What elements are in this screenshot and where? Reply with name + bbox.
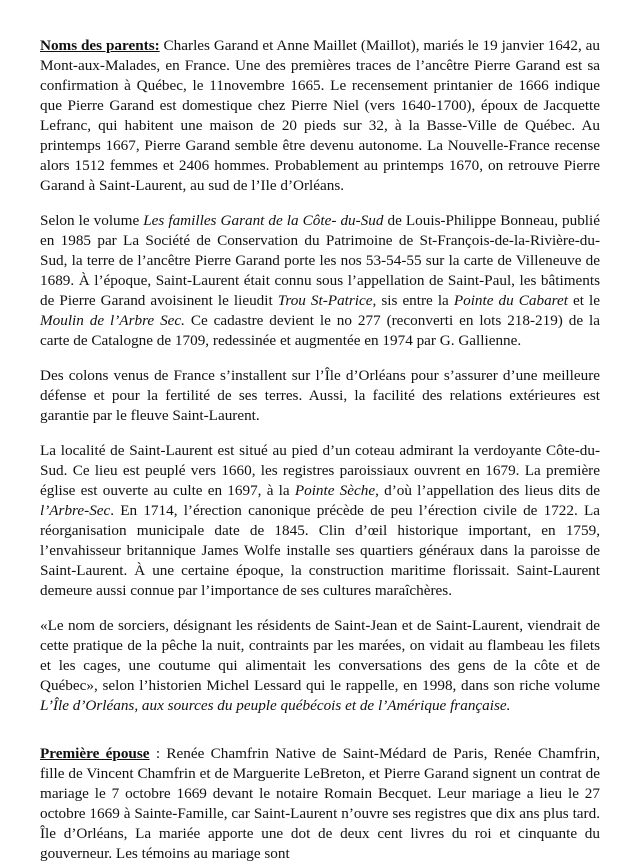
paragraph-localite [40, 441, 600, 601]
paragraph-text: Des colons venus de France s’installent sur l’Île d’Orléans pour s’assurer d’une meilleure défense et pour la fertilité de ses terres. Aussi, la facilité des relations extérieures est garantie par le fleuve Saint-Laurent. [40, 367, 600, 424]
paragraph-premiere-epouse [40, 744, 600, 864]
place-name: Pointe Sèche [294, 482, 376, 499]
section-heading-parents: Noms des parents: [40, 37, 160, 54]
paragraph-text: , sis entre la [372, 292, 454, 309]
place-name: Trou St-Patrice [277, 292, 373, 309]
paragraph-text: : Renée Chamfrin Native de Saint-Médard de Paris, Renée Chamfrin, fille de Vincent Chamfrin et de Marguerite LeBreton, et Pierre Garand signent un contrat de mariage le 7 octobre 1669 devant le notaire Romain Becquet. Leur mariage a lieu le 27 octobre 1669 à Sainte-Famille, car Saint-Laurent n’ouvre ses registres que dix ans plus tard. Île d’Orléans, La mariée apporte une dot de deux cent livres du roi et cinquante du gouverneur. Les témoins au mariage sont [40, 745, 600, 862]
paragraph-volume [40, 211, 600, 351]
book-title: L’Île d’Orléans, aux sources du peuple québécois et de l’Amérique française. [40, 697, 511, 714]
paragraph-text: «Le nom de sorciers, désignant les résidents de Saint-Jean et de Saint-Laurent, viendrait de cette pratique de la pêche la nuit, contraints par les marées, on vidait au flambeau les filets et les cages, une coutume qui alimentait les conversations des gens de la côte et de Québec», selon l’historien Michel Lessard qui le rappelle, en 1998, dans son riche volume [40, 617, 600, 694]
paragraph-text: de Louis-Philippe Bonneau, publié en 1985 par La Société de Conservation du Patrimoine de St-François-de-la-Rivière-du-Sud, la terre de l’ancêtre Pierre Garand porte les nos 53-54-55 sur la carte de Villeneuve de 1689. À l’époque, Saint-Laurent était connu sous l’appellation de Saint-Paul, les bâtiments de Pierre Garand avoisinent le lieudit [40, 212, 600, 309]
book-title: Les familles Garant de la Côte- du-Sud [143, 212, 384, 229]
paragraph-sorciers [40, 616, 600, 716]
paragraph-colons [40, 366, 600, 426]
place-name: l’Arbre-Sec [40, 502, 111, 519]
paragraph-text: et le [567, 292, 600, 309]
paragraph-text: , d’où l’appellation des lieus dits de [375, 482, 600, 499]
paragraph-text: Ce cadastre devient le no 277 (reconverti en lots 218-219) de la carte de Catalogne de 1709, redessinée et augmentée en 1974 par G. Gallienne. [40, 312, 600, 349]
place-name: Pointe du Cabaret [453, 292, 568, 309]
paragraph-text: . En 1714, l’érection canonique précède de peu l’érection civile de 1722. La réorganisation municipale date de 1845. Clin d’œil historique important, en 1759, l’envahisseur britannique James Wolfe installe ses quartiers généraux dans la paroisse de Saint-Laurent. À une certaine époque, la construction maritime florissait. Saint-Laurent demeure aussi connue par l’importance de ses cultures maraîchères. [40, 502, 600, 599]
paragraph-text: La localité de Saint-Laurent est situé au pied d’un coteau admirant la verdoyante Côte-du-Sud. Ce lieu est peuplé vers 1660, les registres paroissiaux ouvrent en 1679. La première église est ouverte au culte en 1697, à la [40, 442, 600, 499]
section-heading-premiere-epouse: Première épouse [40, 745, 150, 762]
place-name: Moulin de l’Arbre Sec. [40, 312, 185, 329]
paragraph-text: Selon le volume [40, 212, 144, 229]
paragraph-parents [40, 36, 600, 196]
paragraph-text: Charles Garand et Anne Maillet (Maillot), mariés le 19 janvier 1642, au Mont-aux-Malades, en France. Une des premières traces de l’ancêtre Pierre Garand est sa confirmation à Québec, le 11novembre 1665. Le recensement printanier de 1666 indique que Pierre Garand est domestique chez Pierre Niel (vers 1640-1700), époux de Jacquette Lefranc, qui habitent une maison de 20 pieds sur 32, à la Basse-Ville de Québec. Au printemps 1667, Pierre Garand semble être devenu autonome. La Nouvelle-France recense alors 1512 femmes et 2406 hommes. Probablement au printemps 1670, on retrouve Pierre Garand à Saint-Laurent, au sud de l’Ile d’Orléans. [40, 37, 600, 194]
